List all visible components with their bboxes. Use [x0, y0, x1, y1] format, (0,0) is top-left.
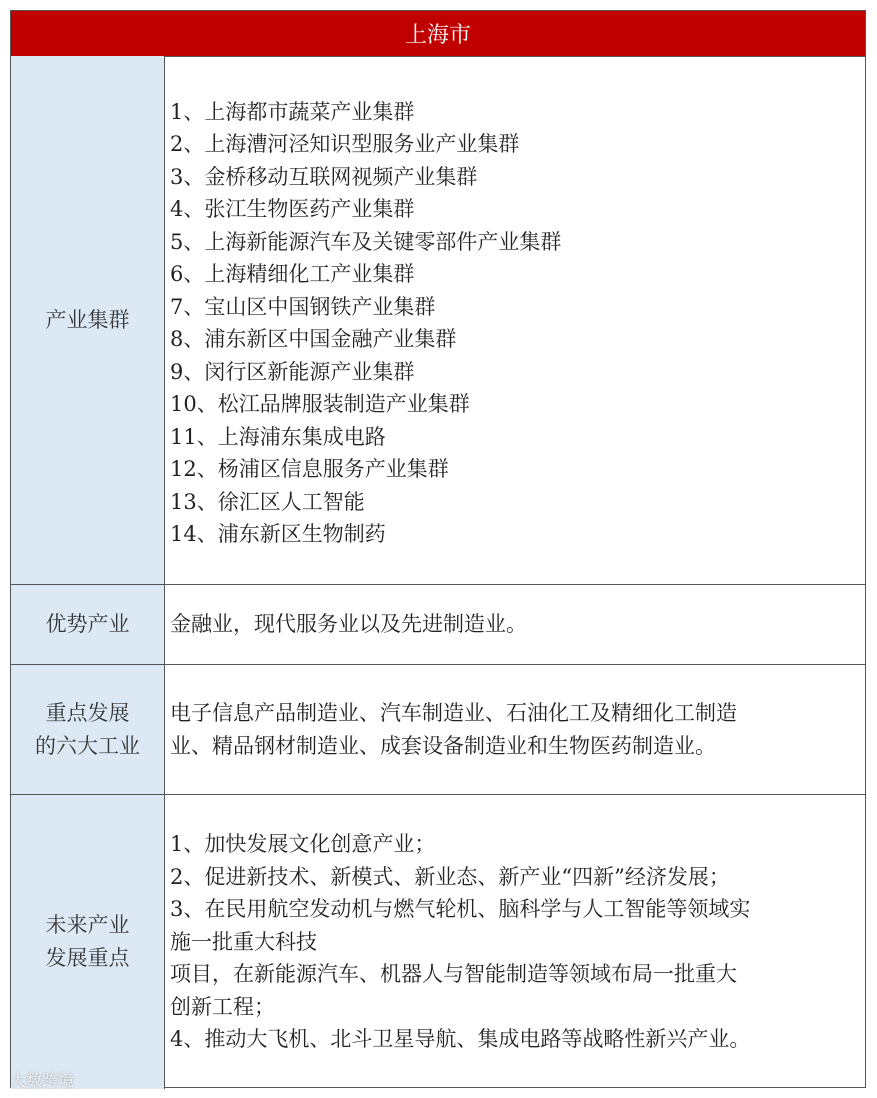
list-item: 7、宝山区中国钢铁产业集群 [170, 294, 436, 319]
table-header: 上海市 [11, 11, 865, 57]
list-item: 1、上海都市蔬菜产业集群 [170, 99, 415, 124]
content-text: 施一批重大科技 [170, 929, 317, 954]
list-item: 9、闵行区新能源产业集群 [170, 359, 415, 384]
row-label [11, 795, 165, 1089]
content-text: 1、加快发展文化创意产业； [170, 832, 436, 857]
content-text: 业、精品钢材制造业、成套设备制造业和生物医药制造业。 [170, 733, 716, 758]
label-line: 的六大工业 [35, 733, 140, 758]
industry-table [10, 10, 866, 1088]
content-text: 3、在民用航空发动机与燃气轮机、脑科学与人工智能等领域实 [170, 897, 751, 922]
label-line: 发展重点 [45, 946, 130, 970]
watermark: 大数跨境 [10, 1071, 75, 1090]
row-label [11, 665, 165, 794]
list-item: 11、上海浦东集成电路 [170, 424, 386, 449]
content-text: 2、促进新技术、新模式、新业态、新产业“四新”经济发展； [170, 864, 730, 889]
list-item: 3、金桥移动互联网视频产业集群 [170, 164, 478, 189]
label-line: 重点发展 [45, 700, 130, 725]
label-line: 未来产业 [45, 913, 130, 937]
list-item: 13、徐汇区人工智能 [170, 489, 365, 514]
content-text: 电子信息产品制造业、汽车制造业、石油化工及精细化工制造 [170, 701, 737, 725]
row-future-focus [11, 795, 865, 1089]
list-item: 6、上海精细化工产业集群 [170, 262, 415, 286]
content-text: 金融业，现代服务业以及先进制造业。 [170, 612, 527, 637]
row-content [165, 585, 865, 664]
row-advantage-industries [11, 585, 865, 665]
cluster-list [165, 56, 865, 584]
list-item: 8、浦东新区中国金融产业集群 [170, 327, 457, 351]
row-label: 产业集群 [11, 56, 165, 584]
row-content [165, 665, 865, 794]
content-text: 创新工程； [170, 994, 275, 1019]
list-item: 4、张江生物医药产业集群 [170, 197, 415, 221]
content-text: 4、推动大飞机、北斗卫星导航、集成电路等战略性新兴产业。 [170, 1027, 751, 1052]
row-industry-clusters [11, 56, 865, 585]
row-six-key-industries [11, 665, 865, 795]
list-item: 5、上海新能源汽车及关键零部件产业集群 [170, 229, 562, 254]
row-label: 优势产业 [11, 585, 165, 664]
content-text: 项目，在新能源汽车、机器人与智能制造等领域布局一批重大 [170, 962, 737, 987]
row-content [165, 795, 865, 1089]
list-item: 2、上海漕河泾知识型服务业产业集群 [170, 132, 520, 156]
list-item: 12、杨浦区信息服务产业集群 [170, 457, 449, 481]
list-item: 10、松江品牌服装制造产业集群 [170, 392, 470, 416]
list-item: 14、浦东新区生物制药 [170, 522, 386, 546]
